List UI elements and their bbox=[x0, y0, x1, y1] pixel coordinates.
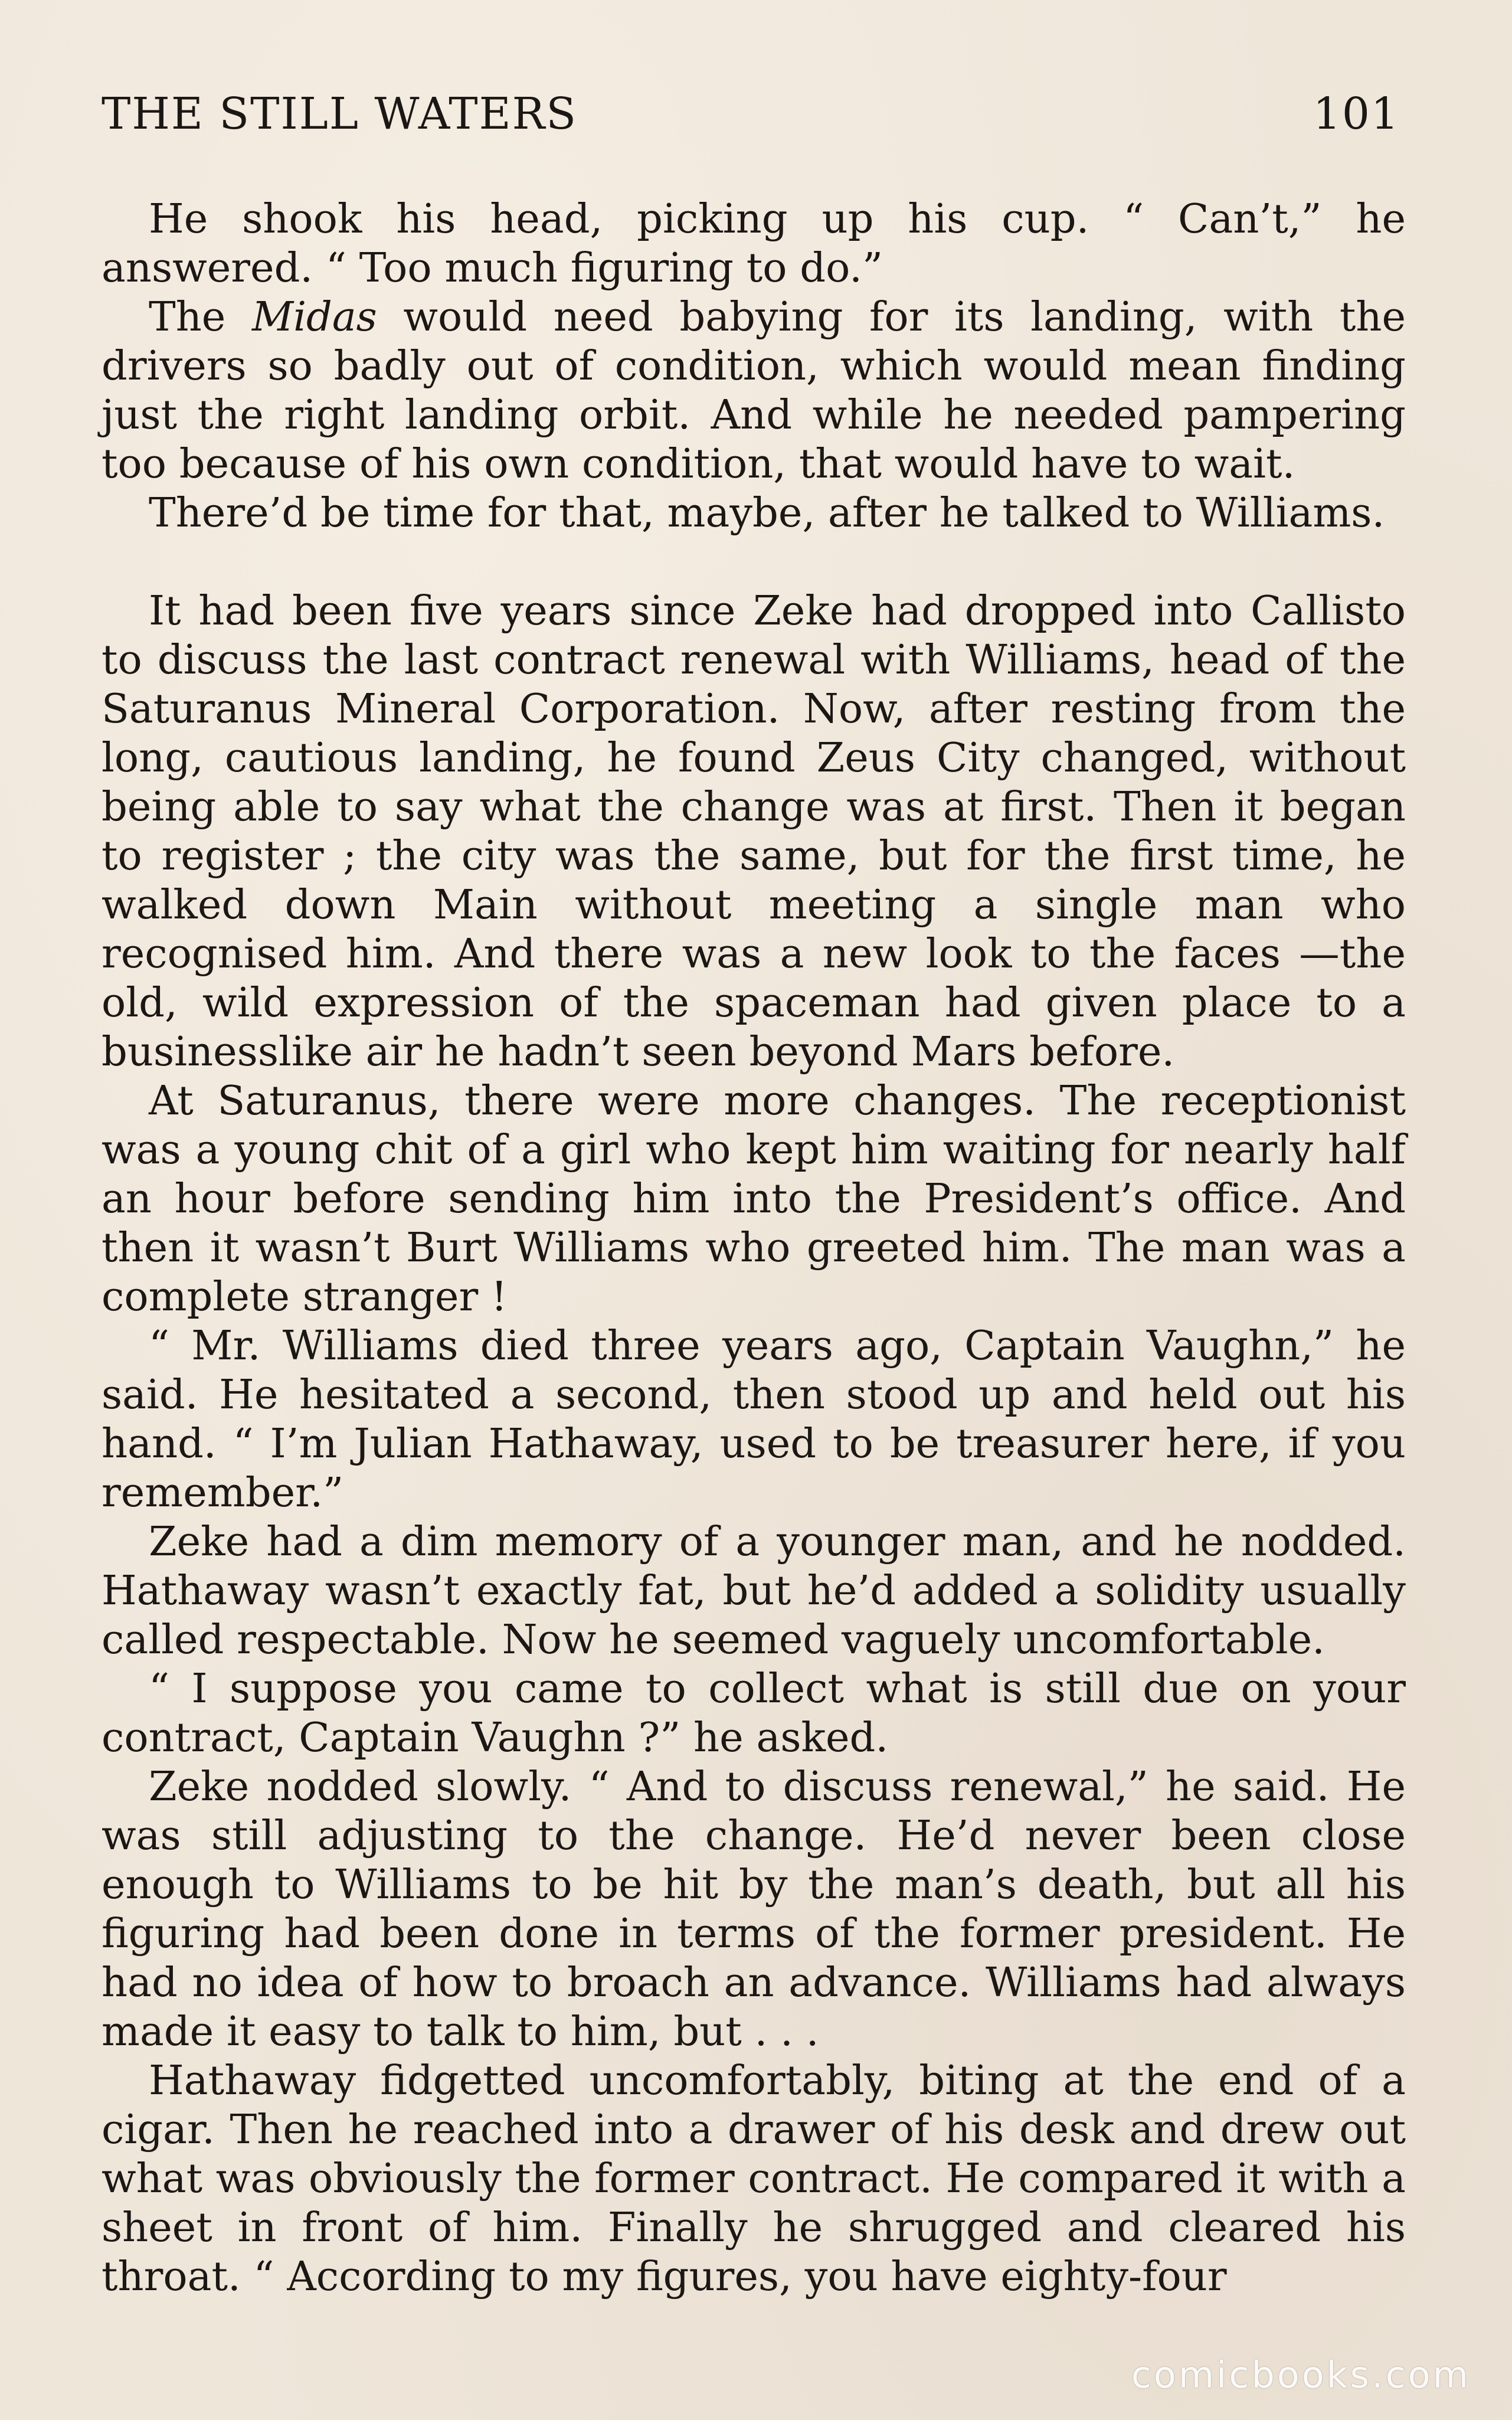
page-header bbox=[102, 89, 1400, 153]
site-watermark: comicbooks.com bbox=[1131, 2353, 1471, 2396]
paragraph: “ I suppose you came to collect what is still due on your contract, Captain Vaughn ?” he asked. bbox=[102, 1665, 1406, 1761]
paragraph: He shook his head, picking up his cup. “ Can’t,” he answered. “ Too much figuring to do.” bbox=[102, 195, 1406, 292]
paragraph: There’d be time for that, maybe, after he talked to Williams. bbox=[149, 489, 1385, 537]
paragraph-text: would need babying for its landing, with the drivers so badly out of condition, which would mean finding just the right landing orbit. And while he needed pampering too because of his own condition, that would have to wait. bbox=[102, 293, 1406, 488]
body-text bbox=[102, 195, 1406, 2301]
paragraph: It had been five years since Zeke had dropped into Callisto to discuss the last contract renewal with Williams, head of the Saturanus Mineral Corporation. Now, after resting from the long, cautious landing, he found Zeus City changed, without being able to say what the change was at first. Then it began to register ; the city was the same, but for the first time, he walked down Main without meeting a single man who recognised him. And there was a new look to the faces —the old, wild expression of the spaceman had given place to a businesslike air he hadn’t seen beyond Mars before. bbox=[102, 587, 1406, 1075]
paragraph: “ Mr. Williams died three years ago, Captain Vaughn,” he said. He hesitated a second, then stood up and held out his hand. “ I’m Julian Hathaway, used to be treasurer here, if you remember.” bbox=[102, 1322, 1406, 1516]
ship-name: Midas bbox=[251, 293, 377, 341]
paragraph: At Saturanus, there were more changes. The receptionist was a young chit of a girl who kept him waiting for nearly half an hour before sending him into the President’s office. And then it wasn’t Burt Williams who greeted him. The man was a complete stranger ! bbox=[102, 1077, 1406, 1320]
paragraph bbox=[102, 293, 1406, 489]
running-title: THE STILL WATERS bbox=[102, 89, 578, 139]
paragraph: Zeke nodded slowly. “ And to discuss renewal,” he said. He was still adjusting to the change. He’d never been close enough to Williams to be hit by the man’s death, but all his figuring had been done in terms of the former president. He had no idea of how to broach an advance. Williams had always made it easy to talk to him, but . . . bbox=[102, 1763, 1406, 2055]
paragraph: Hathaway fidgetted uncomfortably, biting at the end of a cigar. Then he reached into a drawer of his desk and drew out what was obviously the former contract. He compared it with a sheet in front of him. Finally he shrugged and cleared his throat. “ According to my figures, you have eighty-four bbox=[102, 2057, 1406, 2300]
paragraph: Zeke had a dim memory of a younger man, and he nodded. Hathaway wasn’t exactly fat, but he’d added a solidity usually called respectable. Now he seemed vaguely uncomfortable. bbox=[102, 1518, 1406, 1663]
paragraph-text: The bbox=[149, 293, 252, 341]
page-number: 101 bbox=[1313, 89, 1400, 139]
